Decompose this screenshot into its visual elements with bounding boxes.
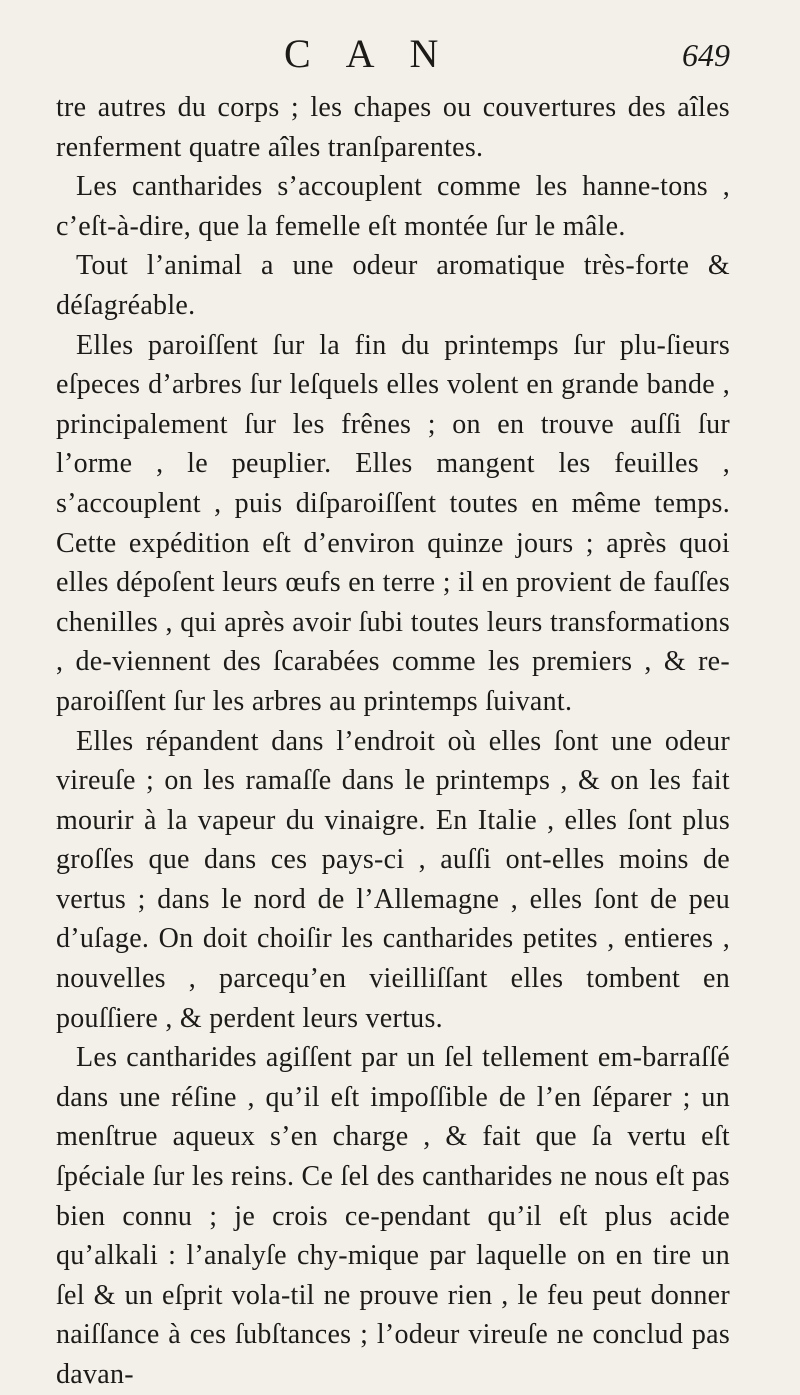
running-head: [56, 28, 730, 80]
body-text: [56, 88, 730, 1395]
paragraph-2: Les cantharides s’accouplent comme les hanne-tons , c’eſt-à-dire, que la femelle eſt montée ſur le mâle.: [56, 171, 730, 242]
paragraph-5: Elles répandent dans l’endroit où elles ſont une odeur vireuſe ; on les ramaſſe dans le printemps , & on les fait mourir à la vapeur du vinaigre. En Italie , elles ſont plus groſſes que dans ces pays-ci , auſſi ont-elles moins de vertus ; dans le nord de l’Allemagne , elles ſont de peu d’uſage. On doit choiſir les cantharides petites , entieres , nouvelles , parcequ’en vieilliſſant elles tombent en pouſſiere , & perdent leurs vertus.: [56, 725, 730, 1034]
paragraph-4: Elles paroiſſent ſur la fin du printemps ſur plu-ſieurs eſpeces d’arbres ſur leſquels elles volent en grande bande , principalement ſur les frênes ; on en trouve auſſi ſur l’orme , le peuplier. Elles mangent les feuilles , s’accouplent , puis diſparoiſſent toutes en même temps. Cette expédition eſt d’environ quinze jours ; après quoi elles dépoſent leurs œufs en terre ; il en provient de fauſſes chenilles , qui après avoir ſubi toutes leurs transformations , de-viennent des ſcarabées comme les premiers , & re-paroiſſent ſur les arbres au printemps ſuivant.: [56, 329, 730, 717]
paragraph-3: Tout l’animal a une odeur aromatique très-forte & déſagréable.: [56, 250, 730, 321]
paragraph-1: tre autres du corps ; les chapes ou couvertures des aîles renferment quatre aîles tranſparentes.: [56, 92, 730, 163]
page-number: 649: [682, 37, 730, 73]
paragraph-6: Les cantharides agiſſent par un ſel tellement em-barraſſé dans une réſine , qu’il eſt impoſſible de l’en ſéparer ; un menſtrue aqueux s’en charge , & fait que ſa vertu eſt ſpéciale ſur les reins. Ce ſel des cantharides ne nous eſt pas bien connu ; je crois ce-pendant qu’il eſt plus acide qu’alkali : l’analyſe chy-mique par laquelle on en tire un ſel & un eſprit vola-til ne prouve rien , le feu peut donner naiſſance à ces ſubſtances ; l’odeur vireuſe ne conclud pas davan-: [56, 1042, 730, 1390]
running-title: C A N: [284, 31, 453, 76]
